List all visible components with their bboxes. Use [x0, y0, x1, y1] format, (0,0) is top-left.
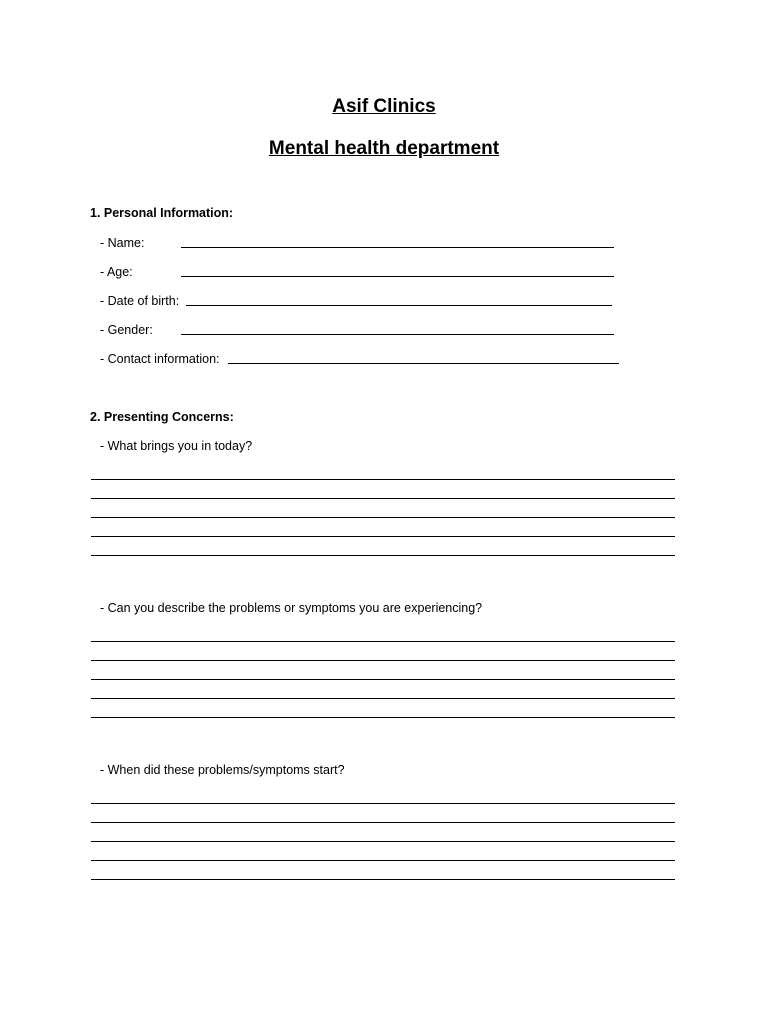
- age-input-line[interactable]: [181, 276, 614, 277]
- answer-line[interactable]: [91, 822, 675, 823]
- contact-information-input-line[interactable]: [228, 363, 619, 364]
- clinic-name-title: Asif Clinics: [332, 96, 436, 117]
- answer-line[interactable]: [91, 479, 675, 480]
- question-when-did-start: - When did these problems/symptoms start?: [100, 763, 345, 777]
- answer-line[interactable]: [91, 879, 675, 880]
- answer-line[interactable]: [91, 660, 675, 661]
- question-what-brings-you: - What brings you in today?: [100, 439, 253, 453]
- contact-information-field-label: - Contact information:: [100, 352, 220, 366]
- answer-line[interactable]: [91, 555, 675, 556]
- answer-line[interactable]: [91, 517, 675, 518]
- answer-line[interactable]: [91, 641, 675, 642]
- answer-line[interactable]: [91, 860, 675, 861]
- answer-line[interactable]: [91, 841, 675, 842]
- answer-line[interactable]: [91, 498, 675, 499]
- personal-information-heading: 1. Personal Information:: [90, 206, 234, 220]
- answer-line[interactable]: [91, 803, 675, 804]
- name-field-label: - Name:: [100, 236, 145, 250]
- gender-input-line[interactable]: [181, 334, 614, 335]
- answer-line[interactable]: [91, 679, 675, 680]
- answer-line[interactable]: [91, 698, 675, 699]
- date-of-birth-input-line[interactable]: [186, 305, 612, 306]
- department-title: Mental health department: [268, 138, 500, 159]
- age-field-label: - Age:: [100, 265, 133, 279]
- name-input-line[interactable]: [181, 247, 614, 248]
- date-of-birth-field-label: - Date of birth:: [100, 294, 180, 308]
- question-describe-symptoms: - Can you describe the problems or symptoms you are experiencing?: [100, 601, 483, 615]
- answer-line[interactable]: [91, 536, 675, 537]
- answer-line[interactable]: [91, 717, 675, 718]
- gender-field-label: - Gender:: [100, 323, 153, 337]
- presenting-concerns-heading: 2. Presenting Concerns:: [90, 410, 234, 424]
